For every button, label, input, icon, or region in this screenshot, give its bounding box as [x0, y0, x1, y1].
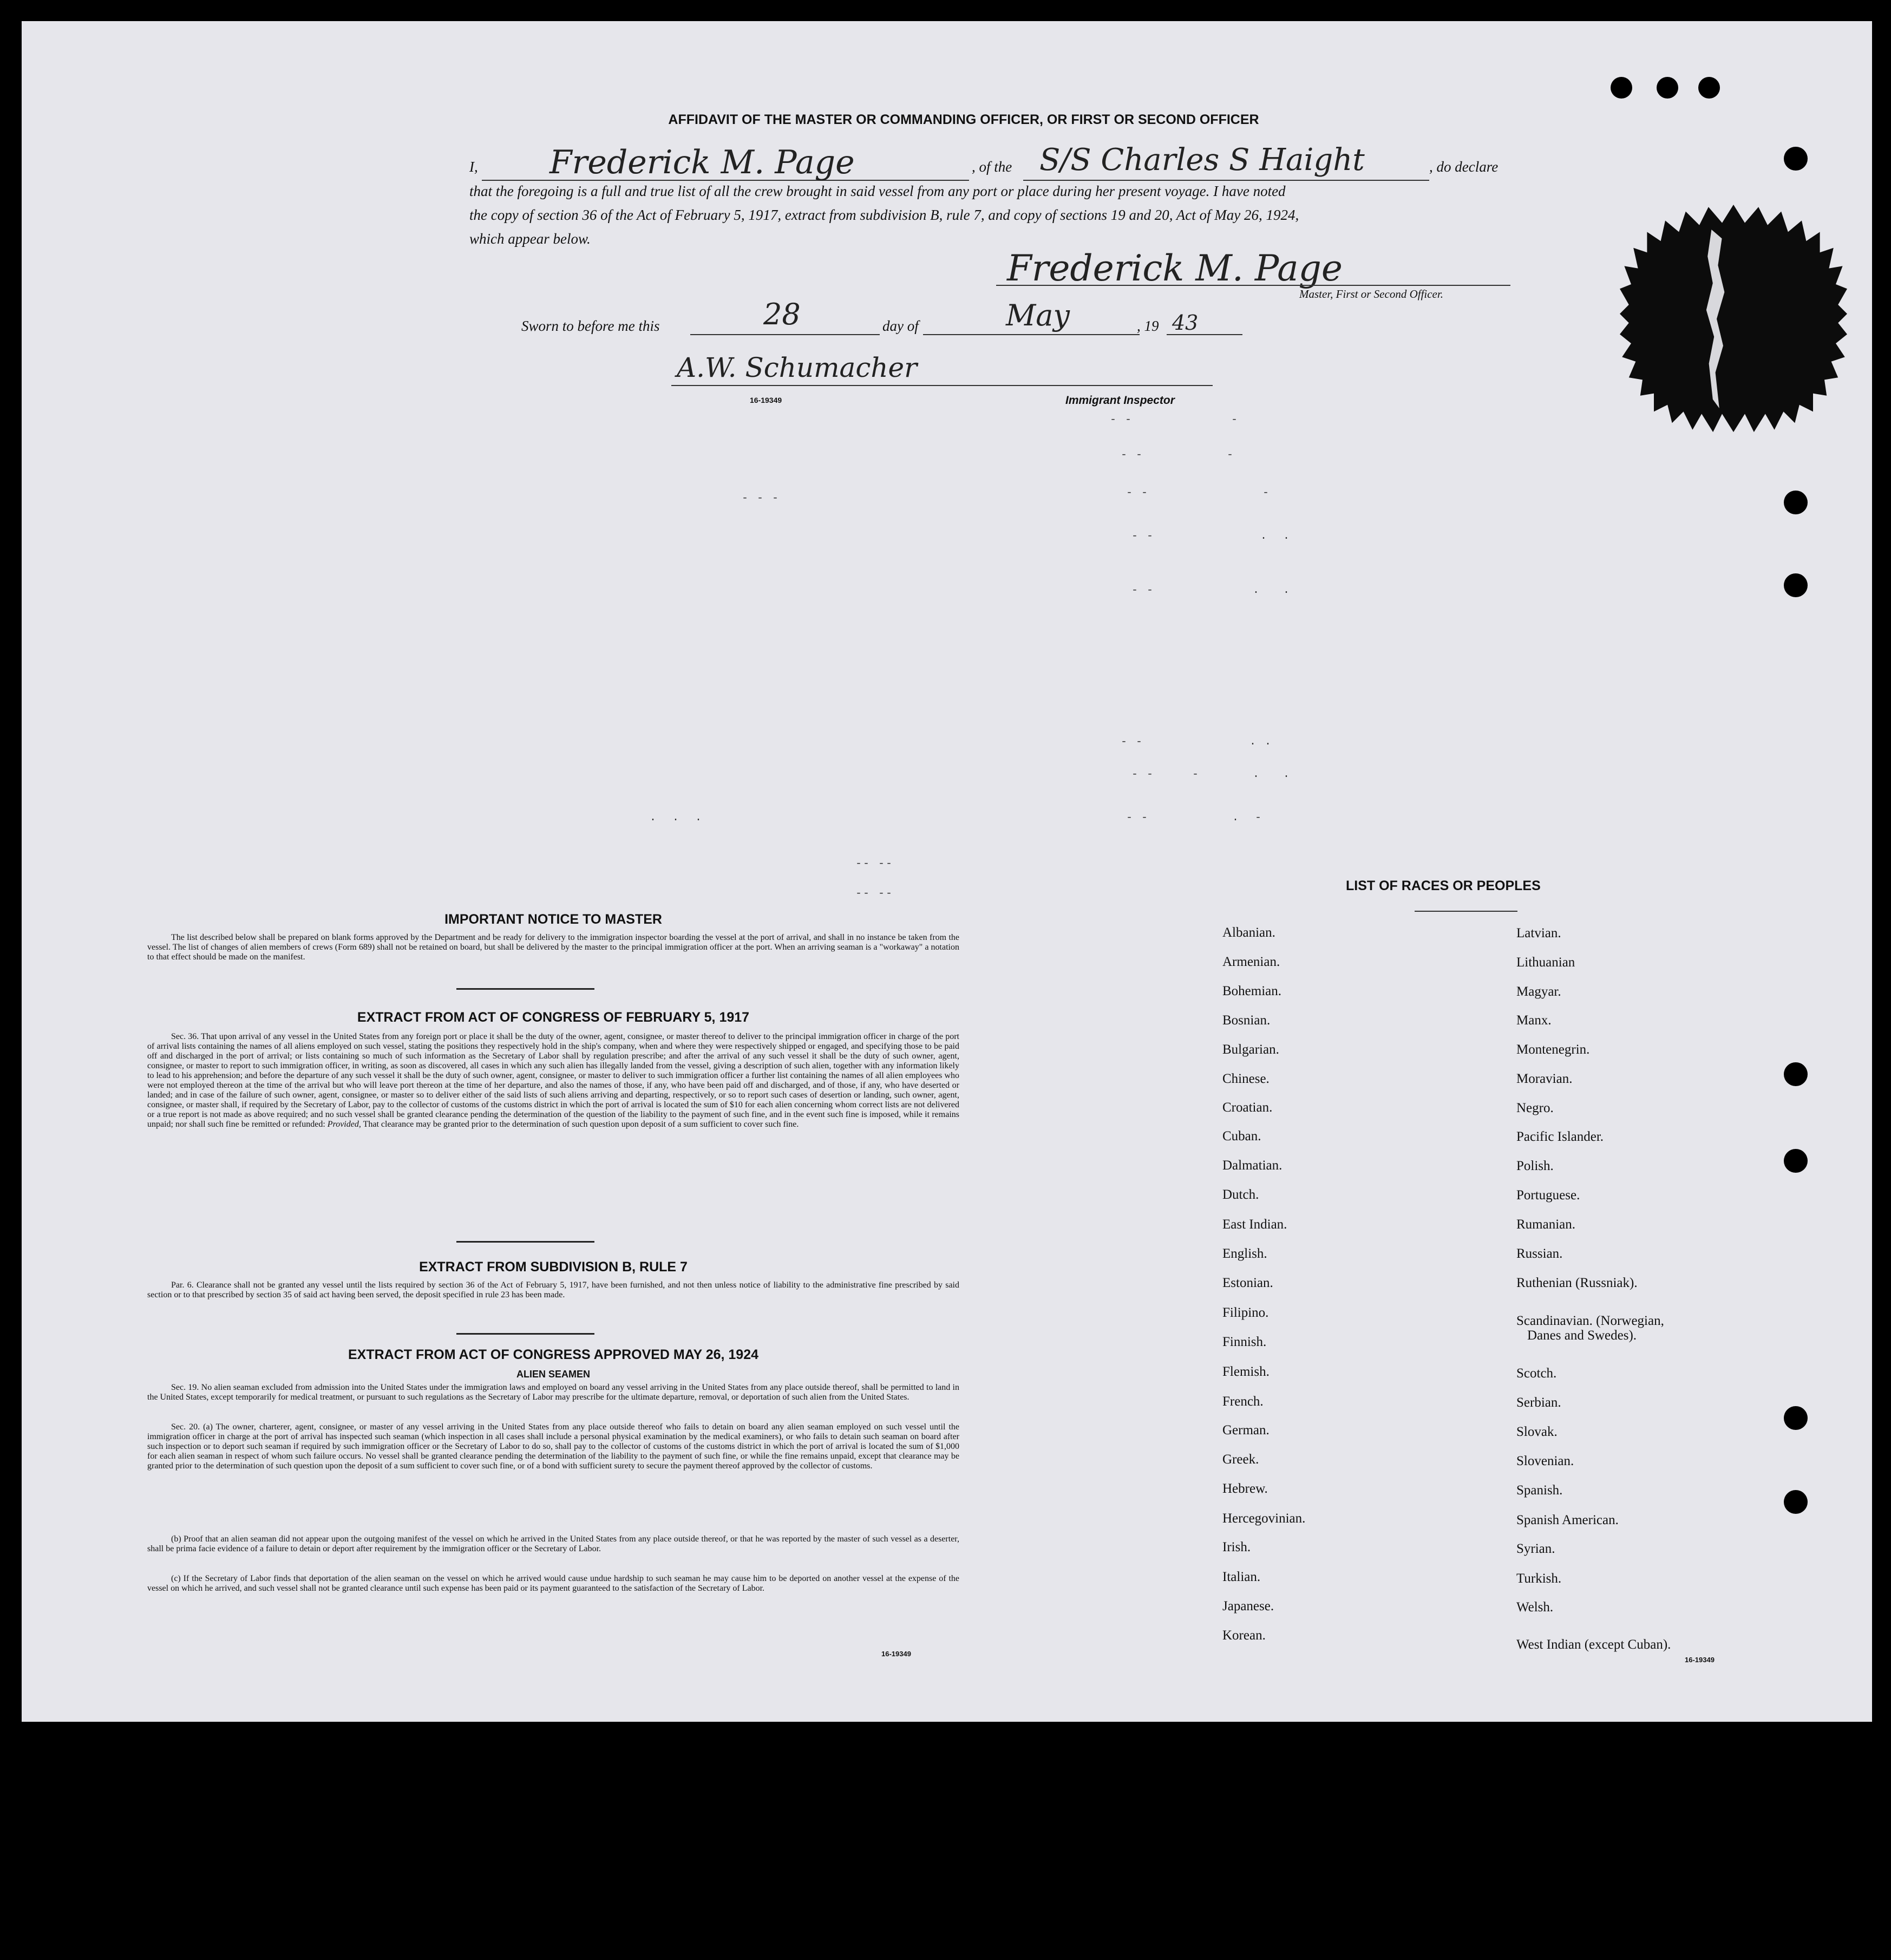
- race-item: Croatian.: [1222, 1100, 1273, 1115]
- sec20a-text: Sec. 20. (a) The owner, charterer, agent, consignee, or master of any vessel arriving in the United States from any place outside thereof who fails to detain on board any alien seaman employed on such vessel until the immigration officer in charge at the port of arrival has inspected such seaman (which inspection in all cases shall include a personal physical examination by the medical examiners), or who fails to detain such seaman on board after such inspection or to deport such seaman if required by such immigration officer or the Secretary of Labor to do so, shall pay to the collector of customs of the customs district in which the port of arrival is located the sum of $1,000 for each alien seaman in respect of whom such failure occurs. No vessel shall be granted clearance pending the determination of the liability to the payment of such fine, or while the fine remains unpaid, except that clearance may be granted prior to the determination of such question upon the deposit of a sum sufficient to cover such fine, or of a bond with sufficient surety to secure the payment thereof approved by the collector of customs.: [147, 1422, 959, 1471]
- race-item: Korean.: [1222, 1628, 1266, 1643]
- race-item: Flemish.: [1222, 1364, 1270, 1379]
- form-number-bottom-right: 16-19349: [1685, 1656, 1715, 1664]
- punch-hole: [1611, 77, 1632, 99]
- race-item: Spanish.: [1516, 1483, 1563, 1498]
- race-item: Moravian.: [1516, 1072, 1573, 1086]
- notice-text: The list described below shall be prepared on blank forms approved by the Department and be ready for delivery to the immigration inspector boarding the vessel at the port of arrival, and shall in no instance be taken from the vessel. The list of changes of alien members of crews (Form 689) shall not be retained on board, but shall be delivered by the master to the principal immigration officer at the port. When an arriving seaman is a "workaway" a notation to that effect should be made on the manifest.: [147, 933, 959, 962]
- race-item: Welsh.: [1516, 1600, 1554, 1615]
- sworn-month: May: [1006, 298, 1070, 332]
- race-item: Scotch.: [1516, 1366, 1557, 1381]
- divider: [456, 988, 594, 990]
- race-item: Chinese.: [1222, 1072, 1270, 1086]
- document-page: AFFIDAVIT OF THE MASTER OR COMMANDING OFFICER, OR FIRST OR SECOND OFFICER I, Frederick M. Page , of the S/S Charles S Haight , do declare that the foregoing is a full and true list of all the crew brought in said vessel from any port or place during her present voyage. I have noted the copy of section 36 of the Act of February 5, 1917, extract from subdivision B, rule 7, and copy of sections 19 and 20, Act of May 26, 1924, which appear below. Frederick M. Page Master, First or Second Officer. Sworn to before me this 28 day of May , 19 43 A.W. Schumacher 16-19349 Immigrant Inspector - - - - - - - - - - - . . - - . . - - . . - - - . . - - . - . . . - - - -- -- -- -- IMPORTANT NOTICE TO MASTER The list described below shall be prepared on blank forms approved by the Department and be ready for delivery to the immigration inspector boarding the vessel at the port of arrival, and shall in no instance be taken from the vessel. The list of changes of alien members of crews (Form 689) shall not be retained on board, but shall be delivered by the master to the principal immigration officer at the port. When an arriving seaman is a "workaway" a notation to that effect should be made on the manifest. EXTRACT FROM ACT OF CONGRESS OF FEBRUARY 5, 1917 Sec. 36. That upon arrival of any vessel in the United States from any foreign port or place it shall be the duty of the owner, agent, consignee, or master thereof to deliver to the principal immigration officer in charge of the port of arrival lists containing the names of all aliens employed on such vessel, stating the positions they respectively hold in the ship's company, when and where they were respectively shipped or engaged, and specifying those to be paid off and discharged in the port of arrival; or lists containing so much of such information as the Secretary of Labor shall by regulation prescribe; and after the arrival of any such vessel it shall be the duty of such owner, agent, consignee, or master to report to such immigration officer, in writing, as soon as discovered, all cases in which any such alien has illegally landed from the vessel, giving a description of such alien, together with any information likely to lead to his apprehension; and before the departure of any such vessel it shall be the duty of such owner, agent, consignee, or master to deliver to such immigration officer a further list containing the names of all alien employees who were not employed thereon at the time of the arrival but who will leave port thereon at the time of her departure, and also the names of those, if any, who have been paid off and discharged, and of those, if any, who have deserted or landed; and in case of the failure of such owner, agent, consignee, or master so to deliver either of the said lists of such aliens arriving and departing, respectively, or so to report such cases of desertion or landing, such owner, agent, consignee, or master shall, if required by the Secretary of Labor, pay to the collector of customs of the customs district in which the port of arrival is located the sum of $10 for each alien concerning whom correct lists are not delivered or a true report is not made as above required; and no such vessel shall be granted clearance pending the determination of the question of the liability to the payment of such fine, and in the event such fine is imposed, while it remains unpaid; nor shall such fine be remitted or refunded: Provided, That clearance may be granted prior to the determination of such question upon deposit of a sum sufficient to cover such fine. EXTRACT FROM SUBDIVISION B, RULE 7 Par. 6. Clearance shall not be granted any vessel until the lists required by section 36 of the Act of February 5, 1917, have been furnished, and not then unless notice of liability to the administrative fine prescribed by said section or to that prescribed by section 35 of said act having been served, the deposit specified in rule 23 has been made. EXTRACT FROM ACT OF CONGRESS APPROVED MAY 26, 1924 ALIEN SEAMEN Sec. 19. No alien seaman excluded from admission into the United States under the immigration laws and employed on board any vessel arriving in the United States from any place outside thereof, shall be permitted to land in the United States, except temporarily for medical treatment, or pursuant to such regulations as the Secretary of Labor may prescribe for the ultimate departure, removal, or deportation of such alien from the United States. Sec. 20. (a) The owner, charterer, agent, consignee, or master of any vessel arriving in the United States from any place outside thereof who fails to detain on board any alien seaman employed on such vessel until the immigration officer in charge at the port of arrival has inspected such seaman (which inspection in all cases shall include a personal physical examination by the medical examiners), or who fails to detain such seaman on board after such inspection or to deport such seaman if required by such immigration officer or the Secretary of Labor to do so, shall pay to the collector of customs of the customs district in which the port of arrival is located the sum of $1,000 for each alien seaman in respect of whom such failure occurs. No vessel shall be granted clearance pending the determination of the liability to the payment of such fine, or while the fine remains unpaid, except that clearance may be granted prior to the determination of such question upon the deposit of a sum sufficient to cover such fine, or of a bond with sufficient surety to secure the payment thereof approved by the collector of customs. (b) Proof that an alien seaman did not appear upon the outgoing manifest of the vessel on which he arrived in the United States from any place outside thereof, or that he was reported by the master of such vessel as a deserter, shall be prima facie evidence of a failure to detain or deport after requirement by the immigration officer or the Secretary of Labor. (c) If the Secretary of Labor finds that deportation of the alien seaman on the vessel on which he arrived would cause undue hardship to such seaman he may cause him to be deported on another vessel at the expense of the vessel on which he arrived, and such vessel shall not be granted clearance until such expense has been paid or its payment guaranteed to the satisfaction of the Secretary of Labor. 16-19349 LIST OF RACES OR PEOPLES 16-19349 Albanian. Armenian. Bohemian. Bosnian. Bulgarian. Chinese. Croatian. Cuban. Dalmatian. Dutch. East Indian. English. Estonian. Filipino. Finnish. Flemish. French. German. Greek. Hebrew. Hercegovinian. Irish. Italian. Japanese. Korean. Latvian. Lithuanian Magyar. Manx. Montenegrin. Moravian. Negro. Pacific Islander. Polish. Portuguese. Rumanian. Russian. Ruthenian (Russniak). Scandinavian. (Norwegian, Danes and Swedes). Scotch. Serbian. Slovak. Slovenian. Spanish. Spanish American. Syrian. Turkish. Welsh. West Indian (except Cuban).: [22, 21, 1872, 1722]
- race-item: Serbian.: [1516, 1395, 1561, 1410]
- punch-hole: [1784, 1490, 1808, 1514]
- race-item: East Indian.: [1222, 1217, 1287, 1232]
- punch-hole: [1698, 77, 1720, 99]
- form-number-bottom-left: 16-19349: [881, 1650, 911, 1658]
- act-1917-text: Sec. 36. That upon arrival of any vessel in the United States from any foreign port or place it shall be the duty of the owner, agent, consignee, or master thereof to deliver to the principal immigration officer in charge of the port of arrival lists containing the names of all aliens employed on such vessel, stating the positions they respectively hold in the ship's company, when and where they were respectively shipped or engaged, and specifying those to be paid off and discharged in the port of arrival; or lists containing so much of such information as the Secretary of Labor shall by regulation prescribe; and after the arrival of any such vessel it shall be the duty of such owner, agent, consignee, or master to report to such immigration officer, in writing, as soon as discovered, all cases in which any such alien has illegally landed from the vessel, giving a description of such alien, together with any information likely to lead to his apprehension; and before the departure of any such vessel it shall be the duty of such owner, agent, consignee, or master to deliver to such immigration officer a further list containing the names of all alien employees who were not employed thereon at the time of the arrival but who will leave port thereon at the time of her departure, and also the names of those, if any, who have been paid off and discharged, and of those, if any, who have deserted or landed; and in case of the failure of such owner, agent, consignee, or master so to deliver either of the said lists of such aliens arriving and departing, respectively, or so to report such cases of desertion or landing, such owner, agent, consignee, or master shall, if required by the Secretary of Labor, pay to the collector of customs of the customs district in which the port of arrival is located the sum of $10 for each alien concerning whom correct lists are not delivered or a true report is not made as above required; and no such vessel shall be granted clearance pending the determination of the question of the liability to the payment of such fine, and in the event such fine is imposed, while it remains unpaid; nor shall such fine be remitted or refunded: Provided, That clearance may be granted prior to the determination of such question upon deposit of a sum sufficient to cover such fine.: [147, 1032, 959, 1129]
- race-item: Armenian.: [1222, 955, 1280, 969]
- race-item: Latvian.: [1516, 926, 1561, 940]
- punch-hole: [1657, 77, 1678, 99]
- affidavit-title: AFFIDAVIT OF THE MASTER OR COMMANDING OFFICER, OR FIRST OR SECOND OFFICER: [668, 112, 1259, 127]
- master-name: Frederick M. Page: [549, 143, 855, 181]
- act-1924-title: EXTRACT FROM ACT OF CONGRESS APPROVED MAY 26, 1924: [348, 1347, 759, 1362]
- sworn-label: Sworn to before me this: [521, 318, 660, 334]
- sworn-year: 43: [1172, 311, 1199, 335]
- race-item: Pacific Islander.: [1516, 1129, 1604, 1144]
- race-item: French.: [1222, 1394, 1264, 1409]
- inspector-caption: Immigrant Inspector: [1065, 394, 1175, 407]
- race-item: Dutch.: [1222, 1187, 1259, 1202]
- sec20b-text: (b) Proof that an alien seaman did not appear upon the outgoing manifest of the vessel on which he arrived in the United States from any place outside thereof, or that he was reported by the master of such vessel as a deserter, shall be prima facie evidence of a failure to detain or deport after requirement by the immigration officer or the Secretary of Labor.: [147, 1534, 959, 1553]
- rule7-text: Par. 6. Clearance shall not be granted any vessel until the lists required by section 36 of the Act of February 5, 1917, have been furnished, and not then unless notice of liability to the administrative fine prescribed by said section or to that prescribed by section 35 of said act having been served, the deposit specified in rule 23 has been made.: [147, 1280, 959, 1299]
- race-item: Ruthenian (Russniak).: [1516, 1276, 1638, 1290]
- affidavit-body-line-2: the copy of section 36 of the Act of February 5, 1917, extract from subdivision B, rule 7, and copy of sections 19 and 20, Act of May 26, 1924,: [469, 207, 1299, 223]
- race-item: Hebrew.: [1222, 1481, 1268, 1496]
- race-item: West Indian (except Cuban).: [1516, 1637, 1671, 1652]
- rule7-title: EXTRACT FROM SUBDIVISION B, RULE 7: [419, 1259, 688, 1275]
- race-item: Filipino.: [1222, 1305, 1269, 1320]
- race-item: Albanian.: [1222, 925, 1275, 940]
- races-title: LIST OF RACES OR PEOPLES: [1346, 878, 1541, 893]
- race-item: Montenegrin.: [1516, 1042, 1590, 1057]
- race-item: Bohemian.: [1222, 984, 1282, 998]
- race-item: Danes and Swedes).: [1527, 1328, 1637, 1343]
- race-item: Manx.: [1516, 1013, 1552, 1028]
- affidavit-body-line-3: which appear below.: [469, 231, 591, 247]
- race-item: Scandinavian. (Norwegian,: [1516, 1314, 1664, 1328]
- race-item: Italian.: [1222, 1570, 1261, 1584]
- race-item: Slovak.: [1516, 1425, 1558, 1439]
- vessel-name: S/S Charles S Haight: [1039, 142, 1365, 178]
- punch-hole: [1784, 1406, 1808, 1430]
- punch-hole: [1784, 573, 1808, 597]
- act-1917-title: EXTRACT FROM ACT OF CONGRESS OF FEBRUARY 5, 1917: [357, 1010, 750, 1025]
- affidavit-body-line-1: that the foregoing is a full and true list of all the crew brought in said vessel from any port or place during her present voyage. I have noted: [469, 183, 1286, 199]
- sec19-text: Sec. 19. No alien seaman excluded from admission into the United States under the immigration laws and employed on board any vessel arriving in the United States from any place outside thereof, shall be permitted to land in the United States, except temporarily for medical treatment, or pursuant to such regulations as the Secretary of Labor may prescribe for the ultimate departure, removal, or deportation of such alien from the United States.: [147, 1383, 959, 1402]
- race-item: Turkish.: [1516, 1571, 1562, 1586]
- race-item: German.: [1222, 1423, 1270, 1438]
- punch-hole: [1784, 147, 1808, 171]
- race-item: Lithuanian: [1516, 955, 1575, 970]
- year-prefix: , 19: [1137, 318, 1159, 334]
- of-the-label: , of the: [972, 159, 1012, 175]
- race-item: Hercegovinian.: [1222, 1511, 1306, 1526]
- sworn-day: 28: [763, 297, 801, 331]
- race-item: Greek.: [1222, 1452, 1259, 1467]
- race-item: Negro.: [1516, 1101, 1554, 1115]
- sec20c-text: (c) If the Secretary of Labor finds that deportation of the alien seaman on the vessel on which he arrived would cause undue hardship to such seaman he may cause him to be deported on another vessel at the expense of the vessel on which he arrived, and such vessel shall not be granted clearance until such expense has been paid or its payment guaranteed to the satisfaction of the Secretary of Labor.: [147, 1574, 959, 1593]
- punch-hole: [1784, 491, 1808, 514]
- race-item: English.: [1222, 1246, 1267, 1261]
- race-item: Finnish.: [1222, 1335, 1267, 1349]
- form-number-top: 16-19349: [750, 396, 782, 404]
- race-item: Russian.: [1516, 1246, 1563, 1261]
- race-item: Rumanian.: [1516, 1217, 1576, 1232]
- race-item: Bosnian.: [1222, 1013, 1271, 1028]
- race-item: Syrian.: [1516, 1541, 1555, 1556]
- race-item: Cuban.: [1222, 1129, 1261, 1144]
- punch-hole: [1784, 1149, 1808, 1173]
- master-signature: Frederick M. Page: [1007, 247, 1343, 289]
- act-1924-subtitle: ALIEN SEAMEN: [516, 1369, 590, 1380]
- race-item: Irish.: [1222, 1540, 1251, 1554]
- inspector-signature: A.W. Schumacher: [677, 352, 918, 383]
- divider: [456, 1333, 594, 1335]
- day-of-label: day of: [882, 318, 919, 334]
- i-label: I,: [469, 159, 478, 175]
- signature-caption: Master, First or Second Officer.: [1299, 288, 1443, 300]
- race-item: Estonian.: [1222, 1276, 1273, 1290]
- race-item: Portuguese.: [1516, 1188, 1580, 1203]
- race-item: Dalmatian.: [1222, 1158, 1283, 1173]
- embossed-seal: [1620, 205, 1847, 432]
- race-item: Bulgarian.: [1222, 1042, 1279, 1057]
- race-item: Slovenian.: [1516, 1454, 1574, 1468]
- race-item: Japanese.: [1222, 1599, 1274, 1613]
- race-item: Polish.: [1516, 1159, 1554, 1173]
- races-divider: [1415, 911, 1517, 912]
- divider: [456, 1241, 594, 1243]
- do-declare-label: , do declare: [1429, 159, 1499, 175]
- race-item: Spanish American.: [1516, 1513, 1619, 1527]
- punch-hole: [1784, 1062, 1808, 1086]
- notice-title: IMPORTANT NOTICE TO MASTER: [444, 912, 662, 927]
- race-item: Magyar.: [1516, 984, 1561, 999]
